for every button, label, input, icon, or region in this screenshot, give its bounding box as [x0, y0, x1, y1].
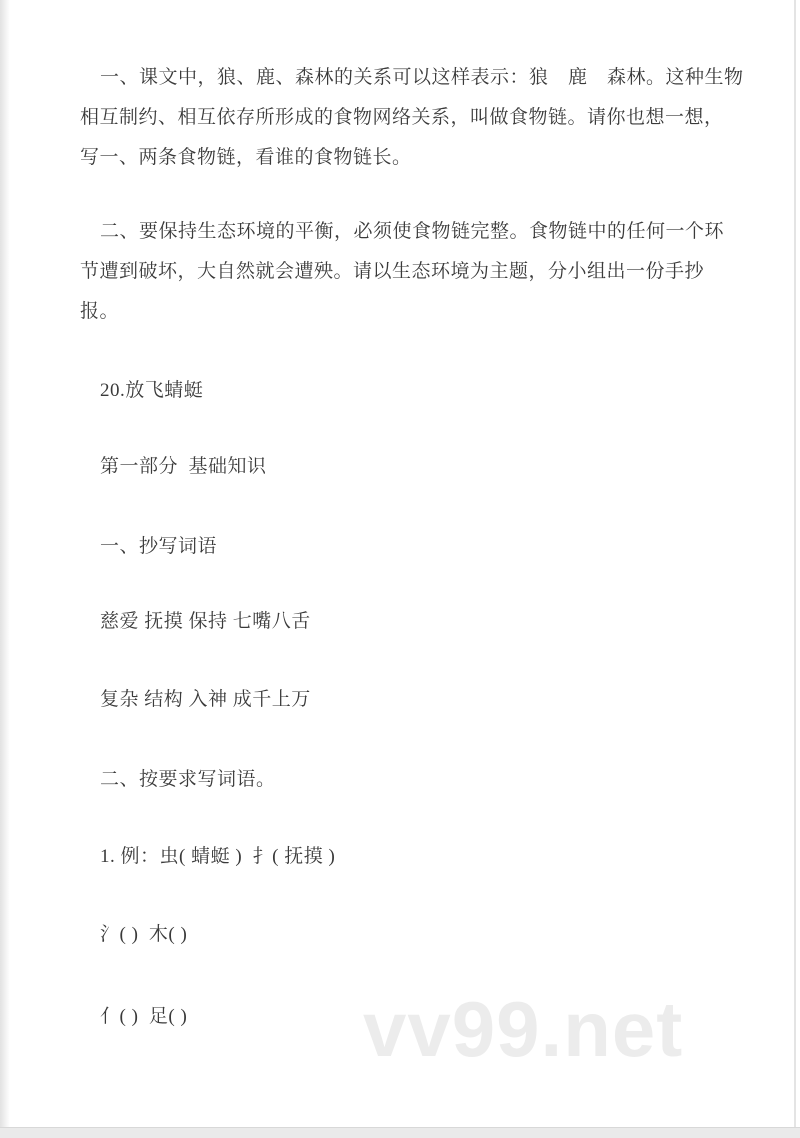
exercise-1-title: 一、抄写词语	[100, 536, 218, 557]
lesson-title: 20.放飞蜻蜓	[100, 380, 204, 401]
paragraph-1-line-3: 写一、两条食物链，看谁的食物链长。	[80, 147, 412, 168]
copy-words-line-1: 慈爱 抚摸 保持 七嘴八舌	[100, 611, 311, 632]
paragraph-2-line-1: 二、要保持生态环境的平衡，必须使食物链完整。食物链中的任何一个环	[100, 221, 725, 242]
page-right-edge-line	[794, 0, 796, 1127]
paragraph-1-line-2: 相互制约、相互依存所形成的食物网络关系，叫做食物链。请你也想一想，	[80, 107, 724, 128]
copy-words-line-2: 复杂 结构 入神 成千上万	[100, 689, 311, 710]
page-bottom-edge	[0, 1127, 800, 1138]
section-title: 第一部分 基础知识	[100, 456, 267, 477]
exercise-2-title: 二、按要求写词语。	[100, 769, 276, 790]
paragraph-2-line-3: 报。	[80, 301, 120, 322]
example-line: 1. 例：虫( 蜻蜓 ) 扌( 抚摸 )	[100, 846, 336, 867]
watermark: vv99.net	[363, 985, 684, 1073]
paragraph-1-line-1: 一、课文中，狼、鹿、森林的关系可以这样表示：狼 鹿 森林。这种生物	[100, 67, 744, 88]
paragraph-2-line-2: 节遭到破坏，大自然就会遭殃。请以生态环境为主题，分小组出一份手抄	[80, 261, 705, 282]
page-left-edge-shadow	[0, 0, 10, 1127]
radical-fill-line-1: 氵( ) 木( )	[100, 924, 188, 945]
radical-fill-line-2: 亻( ) 足( )	[100, 1006, 188, 1027]
